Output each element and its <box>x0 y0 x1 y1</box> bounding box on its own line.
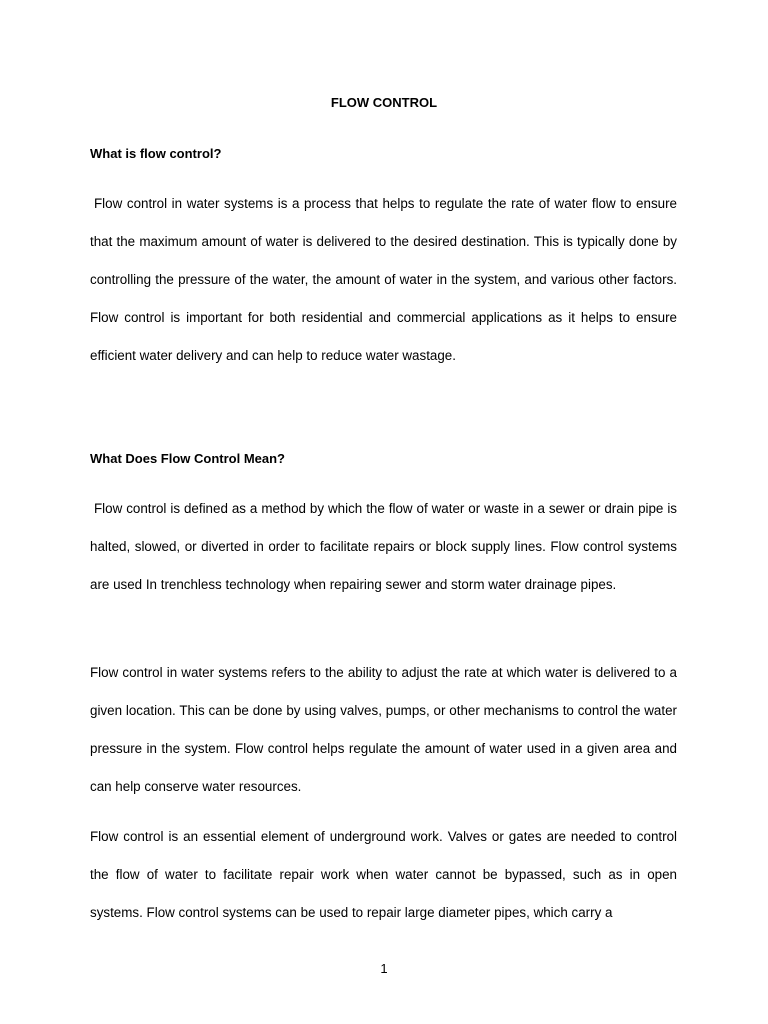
paragraph-flow-control-underground-work: Flow control is an essential element of underground work. Valves or gates are needed to control the flow of water to facilitate repair work when water cannot be bypassed, such as in open systems. Flow control systems can be used to repair large diameter pipes, which carry a <box>90 829 677 920</box>
paragraph-flow-control-water-systems: Flow control in water systems refers to the ability to adjust the rate at which water is delivered to a given location. This can be done by using valves, pumps, or other mechanisms to control the water pressure in the system. Flow control helps regulate the amount of water used in a given area and can help conserve water resources. <box>90 665 677 794</box>
paragraph-flow-control-method: Flow control is defined as a method by which the flow of water or waste in a sewer or drain pipe is halted, slowed, or diverted in order to facilitate repairs or block supply lines. Flow control systems are used In trenchless technology when repairing sewer and storm water drainage pipes. <box>90 501 677 592</box>
page-number: 1 <box>380 961 388 976</box>
document-title: FLOW CONTROL <box>330 95 438 110</box>
section-heading-what-is-flow-control: What is flow control? <box>90 146 222 161</box>
paragraph-flow-control-definition: Flow control in water systems is a process that helps to regulate the rate of water flow to ensure that the maximum amount of water is delivered to the desired destination. This is typically done by controlling the pressure of the water, the amount of water in the system, and various other factors. Flow control is important for both residential and commercial applications as it helps to ensure efficient water delivery and can help to reduce water wastage. <box>90 196 677 363</box>
section-heading-what-does-flow-control-mean: What Does Flow Control Mean? <box>90 451 285 466</box>
